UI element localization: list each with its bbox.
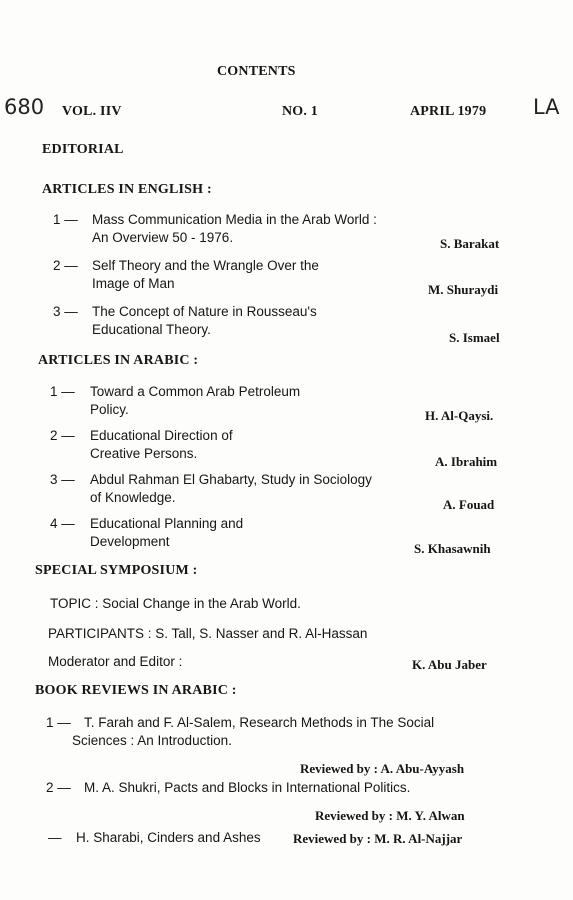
symposium-participants: PARTICIPANTS : S. Tall, S. Nasser and R. Al-Hassan <box>48 626 368 641</box>
arabic-articles-heading: ARTICLES IN ARABIC : <box>38 353 199 368</box>
handwritten-note-left: 680 <box>4 95 45 119</box>
symposium-topic: TOPIC : Social Change in the Arab World. <box>50 596 301 611</box>
article-title-line1: The Concept of Nature in Rousseau's <box>92 304 317 319</box>
review-title-line2: Sciences : An Introduction. <box>72 733 232 748</box>
review-title-line1: H. Sharabi, Cinders and Ashes <box>76 830 261 845</box>
english-articles-heading: ARTICLES IN ENGLISH : <box>42 182 212 197</box>
article-number: 1 — <box>53 212 78 227</box>
article-author: A. Fouad <box>443 497 495 512</box>
article-title-line1: Educational Direction of <box>90 428 233 443</box>
article-title-line2: Creative Persons. <box>90 446 198 461</box>
page-title: CONTENTS <box>217 64 296 79</box>
number-label: NO. 1 <box>282 104 318 119</box>
date-label: APRIL 1979 <box>410 104 487 119</box>
volume-label: VOL. IIV <box>62 104 122 119</box>
article-title-line1: Self Theory and the Wrangle Over the <box>92 258 319 273</box>
article-author: M. Shuraydi <box>428 282 499 297</box>
article-number: 2 — <box>50 428 75 443</box>
symposium-moderator-label: Moderator and Editor : <box>48 654 183 669</box>
handwritten-note-right: LA <box>533 95 560 119</box>
reviewed-by: Reviewed by : M. R. Al-Najjar <box>293 831 463 846</box>
review-number: 1 — <box>46 715 71 730</box>
article-number: 4 — <box>50 516 75 531</box>
article-author: A. Ibrahim <box>435 454 498 469</box>
review-title-line1: M. A. Shukri, Pacts and Blocks in International Politics. <box>84 780 411 795</box>
article-title-line1: Toward a Common Arab Petroleum <box>90 384 301 399</box>
review-number: 2 — <box>46 780 71 795</box>
article-title-line2: Educational Theory. <box>92 322 211 337</box>
article-author: S. Barakat <box>440 236 500 251</box>
article-number: 3 — <box>53 304 78 319</box>
article-title-line1: Mass Communication Media in the Arab World : <box>92 212 377 227</box>
reviewed-by: Reviewed by : M. Y. Alwan <box>315 808 465 823</box>
article-number: 1 — <box>50 384 75 399</box>
editorial-heading: EDITORIAL <box>42 142 124 157</box>
symposium-moderator: K. Abu Jaber <box>412 657 487 672</box>
symposium-heading: SPECIAL SYMPOSIUM : <box>35 563 198 578</box>
reviewed-by: Reviewed by : A. Abu-Ayyash <box>300 761 465 776</box>
article-title-line2: Policy. <box>90 402 129 417</box>
article-author: S. Ismael <box>449 330 500 345</box>
review-title-line1: T. Farah and F. Al-Salem, Research Methods in The Social <box>84 715 435 730</box>
article-author: S. Khasawnih <box>414 541 491 556</box>
article-author: H. Al-Qaysi. <box>425 408 494 423</box>
article-title-line1: Abdul Rahman El Ghabarty, Study in Sociology <box>90 472 372 487</box>
article-title-line2: of Knowledge. <box>90 490 176 505</box>
article-title-line1: Educational Planning and <box>90 516 244 531</box>
article-title-line2: Image of Man <box>92 276 175 291</box>
book-reviews-heading: BOOK REVIEWS IN ARABIC : <box>35 683 237 698</box>
article-number: 3 — <box>50 472 75 487</box>
article-number: 2 — <box>53 258 78 273</box>
article-title-line2: An Overview 50 - 1976. <box>92 230 234 245</box>
review-number: — <box>48 830 62 845</box>
article-title-line2: Development <box>90 534 170 549</box>
